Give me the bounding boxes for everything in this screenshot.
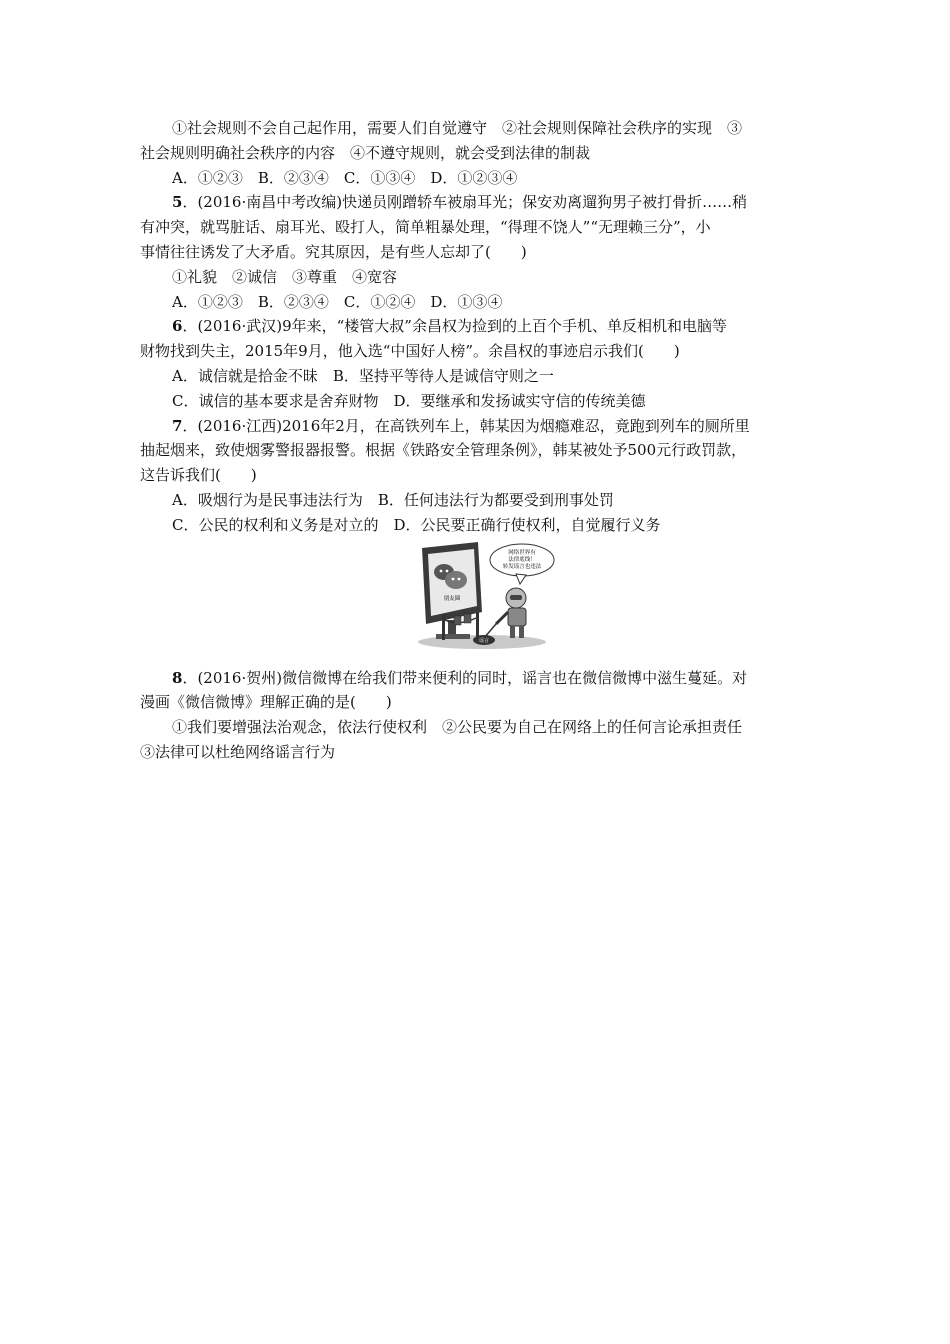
q5-stem-line2: 有冲突，就骂脏话、扇耳光、殴打人，简单粗暴处理，“得理不饶人”“无理赖三分”，小	[140, 218, 711, 237]
speech-bubble	[490, 544, 554, 584]
q7-choices-cd: C．公民的权利和义务是对立的 D．公民要正确行使权利，自觉履行义务	[172, 515, 661, 534]
q6-choices-ab: A．诚信就是拾金不昧 B．坚持平等待人是诚信守则之一	[172, 366, 554, 385]
q6-stem-line2: 财物找到失主，2015年9月，他入选“中国好人榜”。余昌权的事迹启示我们( )	[140, 342, 680, 361]
q6-stem-line1	[140, 314, 812, 339]
cartoon-figure	[140, 540, 812, 652]
q4-options-line2: 社会规则明确社会秩序的内容 ④不遵守规则，就会受到法律的制裁	[140, 143, 591, 162]
bubble-text-2: 法律底线！	[508, 556, 536, 563]
q8-stem-line1	[140, 666, 812, 691]
police-robot-icon	[496, 588, 526, 638]
bubble-text-1: 网络世界有	[508, 549, 536, 556]
exam-page	[140, 116, 812, 765]
q8-stem-text1: ．(2016·贺州)微信微博在给我们带来便利的同时，谣言也在微信微博中滋生蔓延。对	[182, 668, 748, 687]
q7-stem-line1	[140, 414, 812, 439]
screen-label: 朋友圈	[443, 595, 461, 602]
q5-number: 5	[172, 193, 183, 212]
q7-stem-line3: 这告诉我们( )	[140, 466, 257, 485]
wechat-weibo-cartoon	[412, 542, 560, 650]
q5-stem-line3: 事情往往诱发了大矛盾。究其原因，是有些人忘却了( )	[140, 242, 527, 261]
rumor-label: 谣言	[478, 637, 490, 644]
q8-number: 8	[172, 668, 183, 687]
bubble-text-3: 转发谣言也违法	[502, 563, 542, 570]
q8-options-line1: ①我们要增强法治观念，依法行使权利 ②公民要为自己在网络上的任何言论承担责任	[172, 718, 743, 737]
q6-choices-cd: C．诚信的基本要求是舍弃财物 D．要继承和发扬诚实守信的传统美德	[172, 391, 646, 410]
q4-choices: A．①②③ B．②③④ C．①③④ D．①②③④	[172, 168, 518, 187]
q4-options-line1: ①社会规则不会自己起作用，需要人们自觉遵守 ②社会规则保障社会秩序的实现 ③	[172, 119, 743, 137]
q8-stem-line2: 漫画《微信微博》理解正确的是( )	[140, 693, 392, 712]
q5-stem-text1: ．(2016·南昌中考改编)快递员刚蹭轿车被扇耳光；保安劝离遛狗男子被打骨折……稍	[182, 193, 748, 212]
q5-options: ①礼貌 ②诚信 ③尊重 ④宽容	[172, 267, 398, 286]
q7-number: 7	[172, 416, 183, 435]
q7-choices-ab: A．吸烟行为是民事违法行为 B．任何违法行为都要受到刑事处罚	[172, 490, 614, 509]
q7-stem-text1: ．(2016·江西)2016年2月，在高铁列车上，韩某因为烟瘾难忍，竟跑到列车的厕所里	[182, 416, 750, 435]
q6-number: 6	[172, 317, 183, 336]
q6-stem-text1: ．(2016·武汉)9年来，“楼管大叔”余昌权为捡到的上百个手机、单反相机和电脑等	[182, 317, 727, 336]
monitor-icon	[422, 542, 482, 639]
q8-options-line2: ③法律可以杜绝网络谣言行为	[140, 742, 336, 761]
q5-stem-line1	[140, 190, 812, 215]
q7-stem-line2: 抽起烟来，致使烟雾警报器报警。根据《铁路安全管理条例》，韩某被处予500元行政罚款，	[140, 441, 747, 460]
q5-choices: A．①②③ B．②③④ C．①②④ D．①③④	[172, 292, 503, 311]
